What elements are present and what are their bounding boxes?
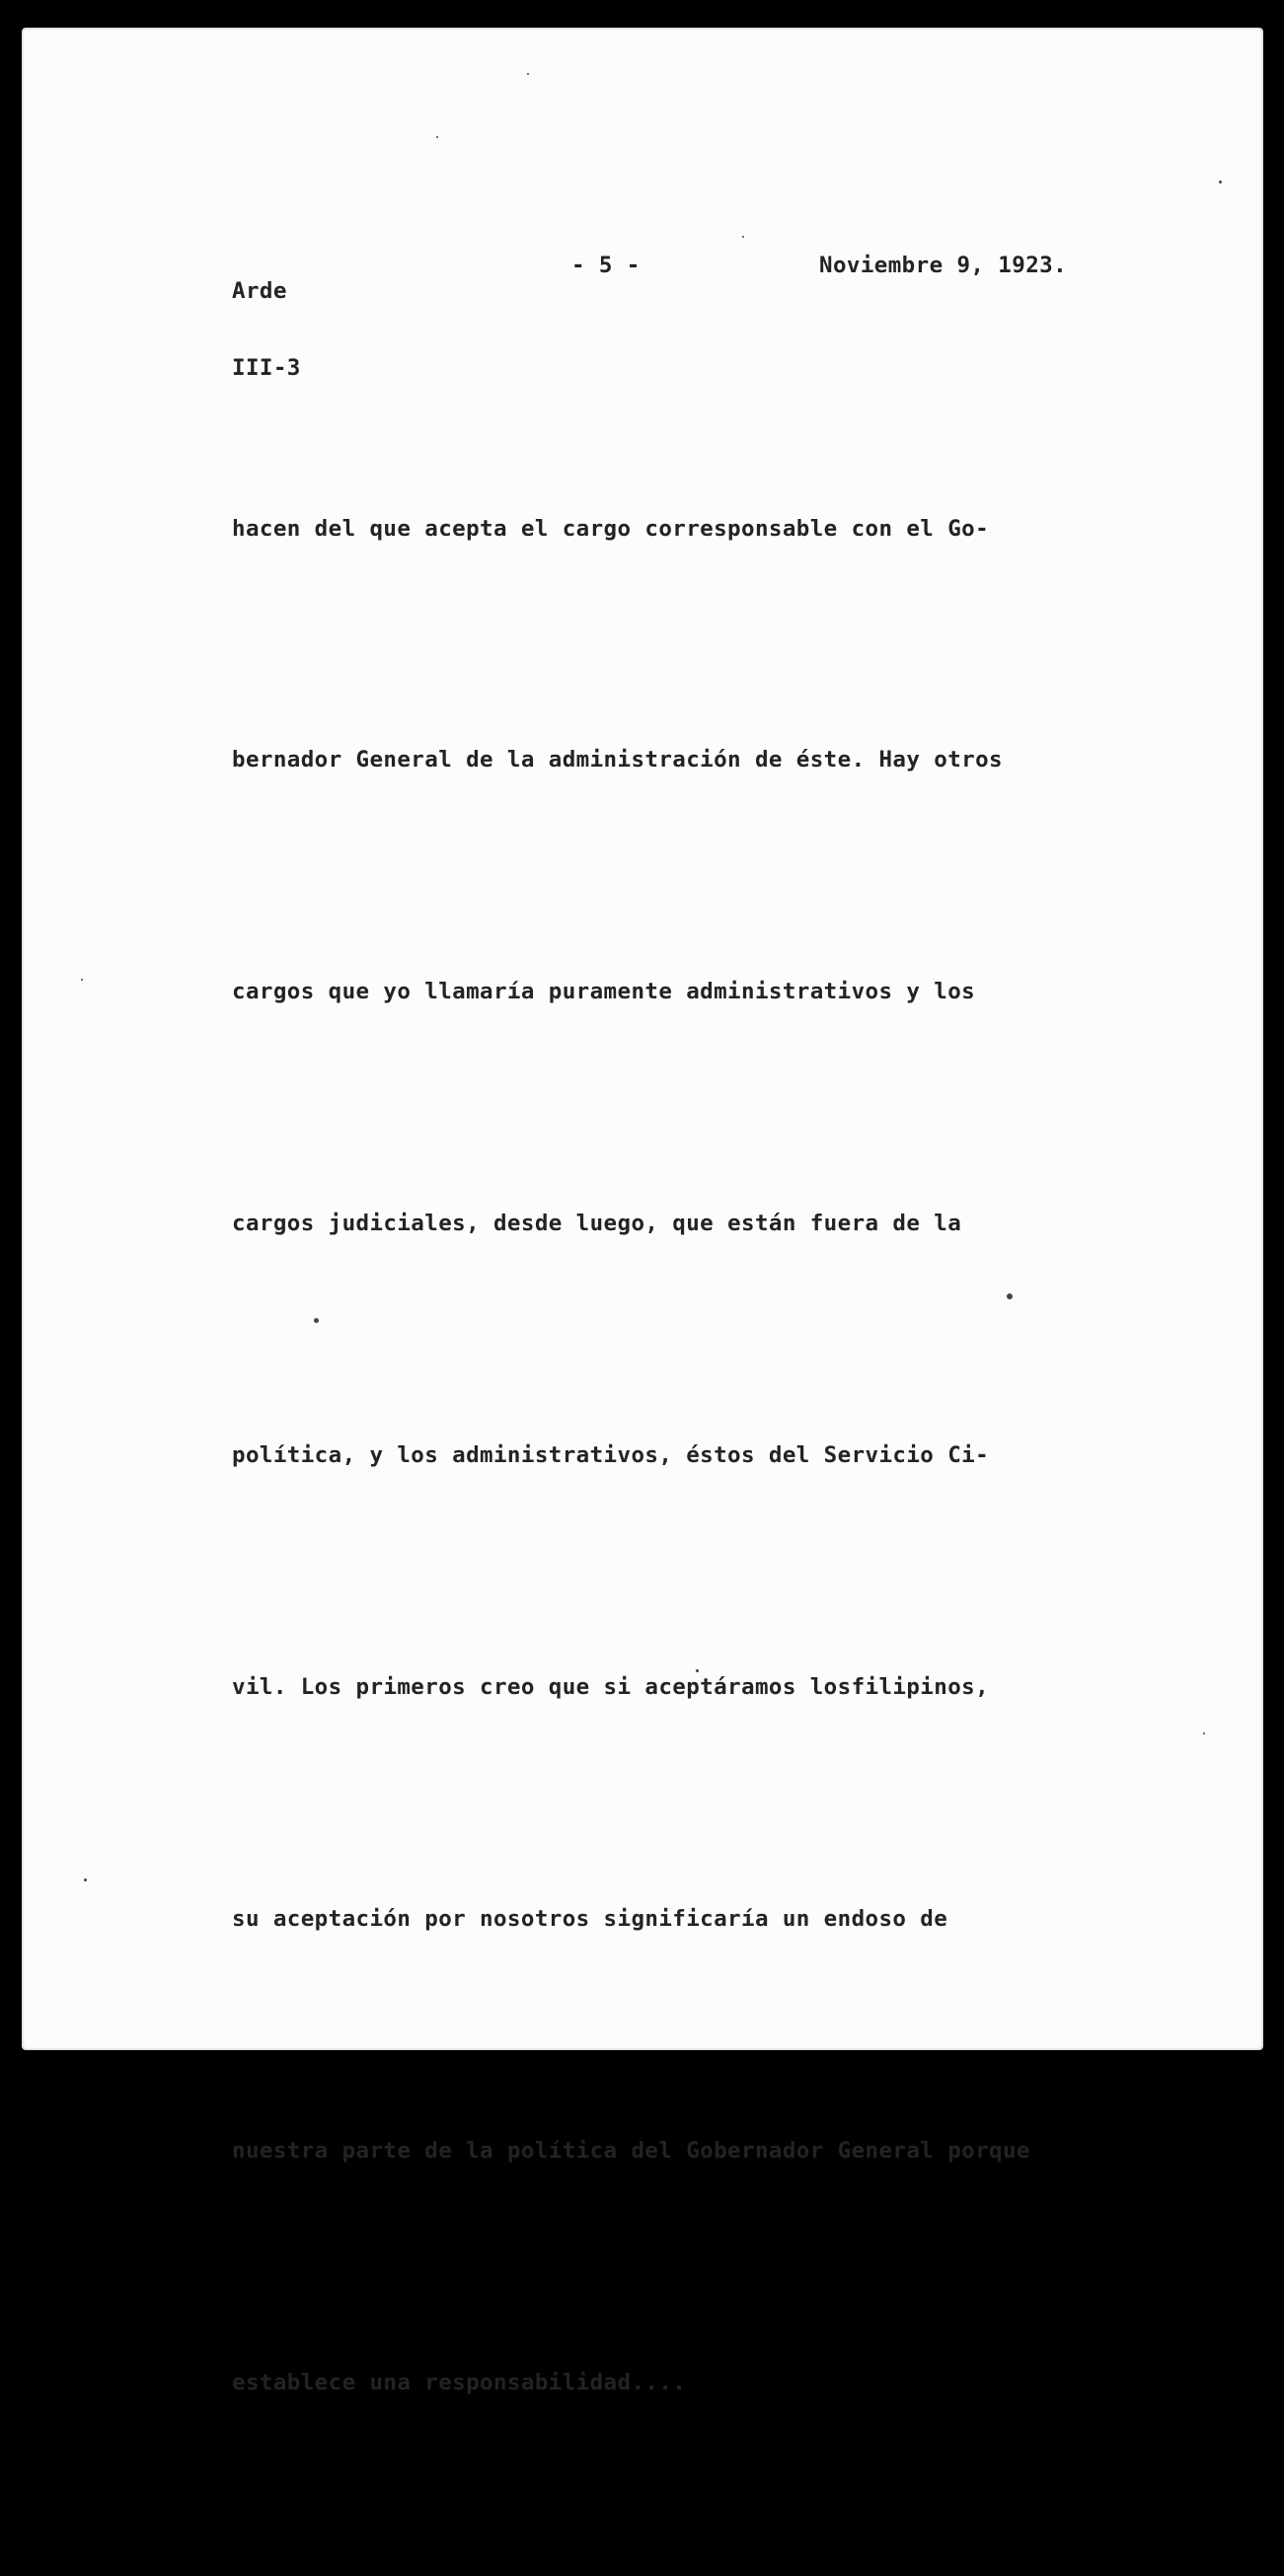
body-line: su aceptación por nosotros significaría un endoso de	[232, 1905, 948, 1932]
scan-speck	[84, 1878, 87, 1881]
scan-speck	[1219, 181, 1222, 184]
scan-speck	[696, 1669, 699, 1672]
author-code: Arde	[232, 278, 287, 304]
document-date: Noviembre 9, 1923.	[819, 253, 1068, 278]
body-line: política, y los administrativos, éstos del Servicio Ci-	[232, 1442, 990, 1469]
body-line: cargos judiciales, desde luego, que están fuera de la	[232, 1211, 962, 1237]
body-line: establece una responsabilidad....	[232, 2369, 687, 2395]
body-line: hacen del que acepta el cargo corresponsable con el Go-	[232, 515, 990, 542]
scan-speck	[436, 136, 438, 138]
scan-speck	[1007, 1293, 1013, 1299]
series-code: III-3	[232, 355, 301, 381]
scan-speck	[1203, 1732, 1205, 1734]
body-line: cargos que yo llamaría puramente administrativos y los	[232, 979, 976, 1005]
body-line: nuestra parte de la política del Gobernador General porque	[232, 2137, 1030, 2164]
body-line: bernador General de la administración de éste. Hay otros	[232, 747, 1003, 773]
body-text	[232, 335, 1030, 2576]
scan-speck	[314, 1318, 319, 1323]
scan-speck	[527, 73, 529, 75]
scan-speck	[81, 979, 83, 981]
paper-sheet	[22, 28, 1263, 2395]
page-number: - 5 -	[571, 253, 641, 278]
scan-speck	[742, 236, 744, 238]
body-line: vil. Los primeros creo que si aceptáramos losfilipinos,	[232, 1674, 990, 1701]
